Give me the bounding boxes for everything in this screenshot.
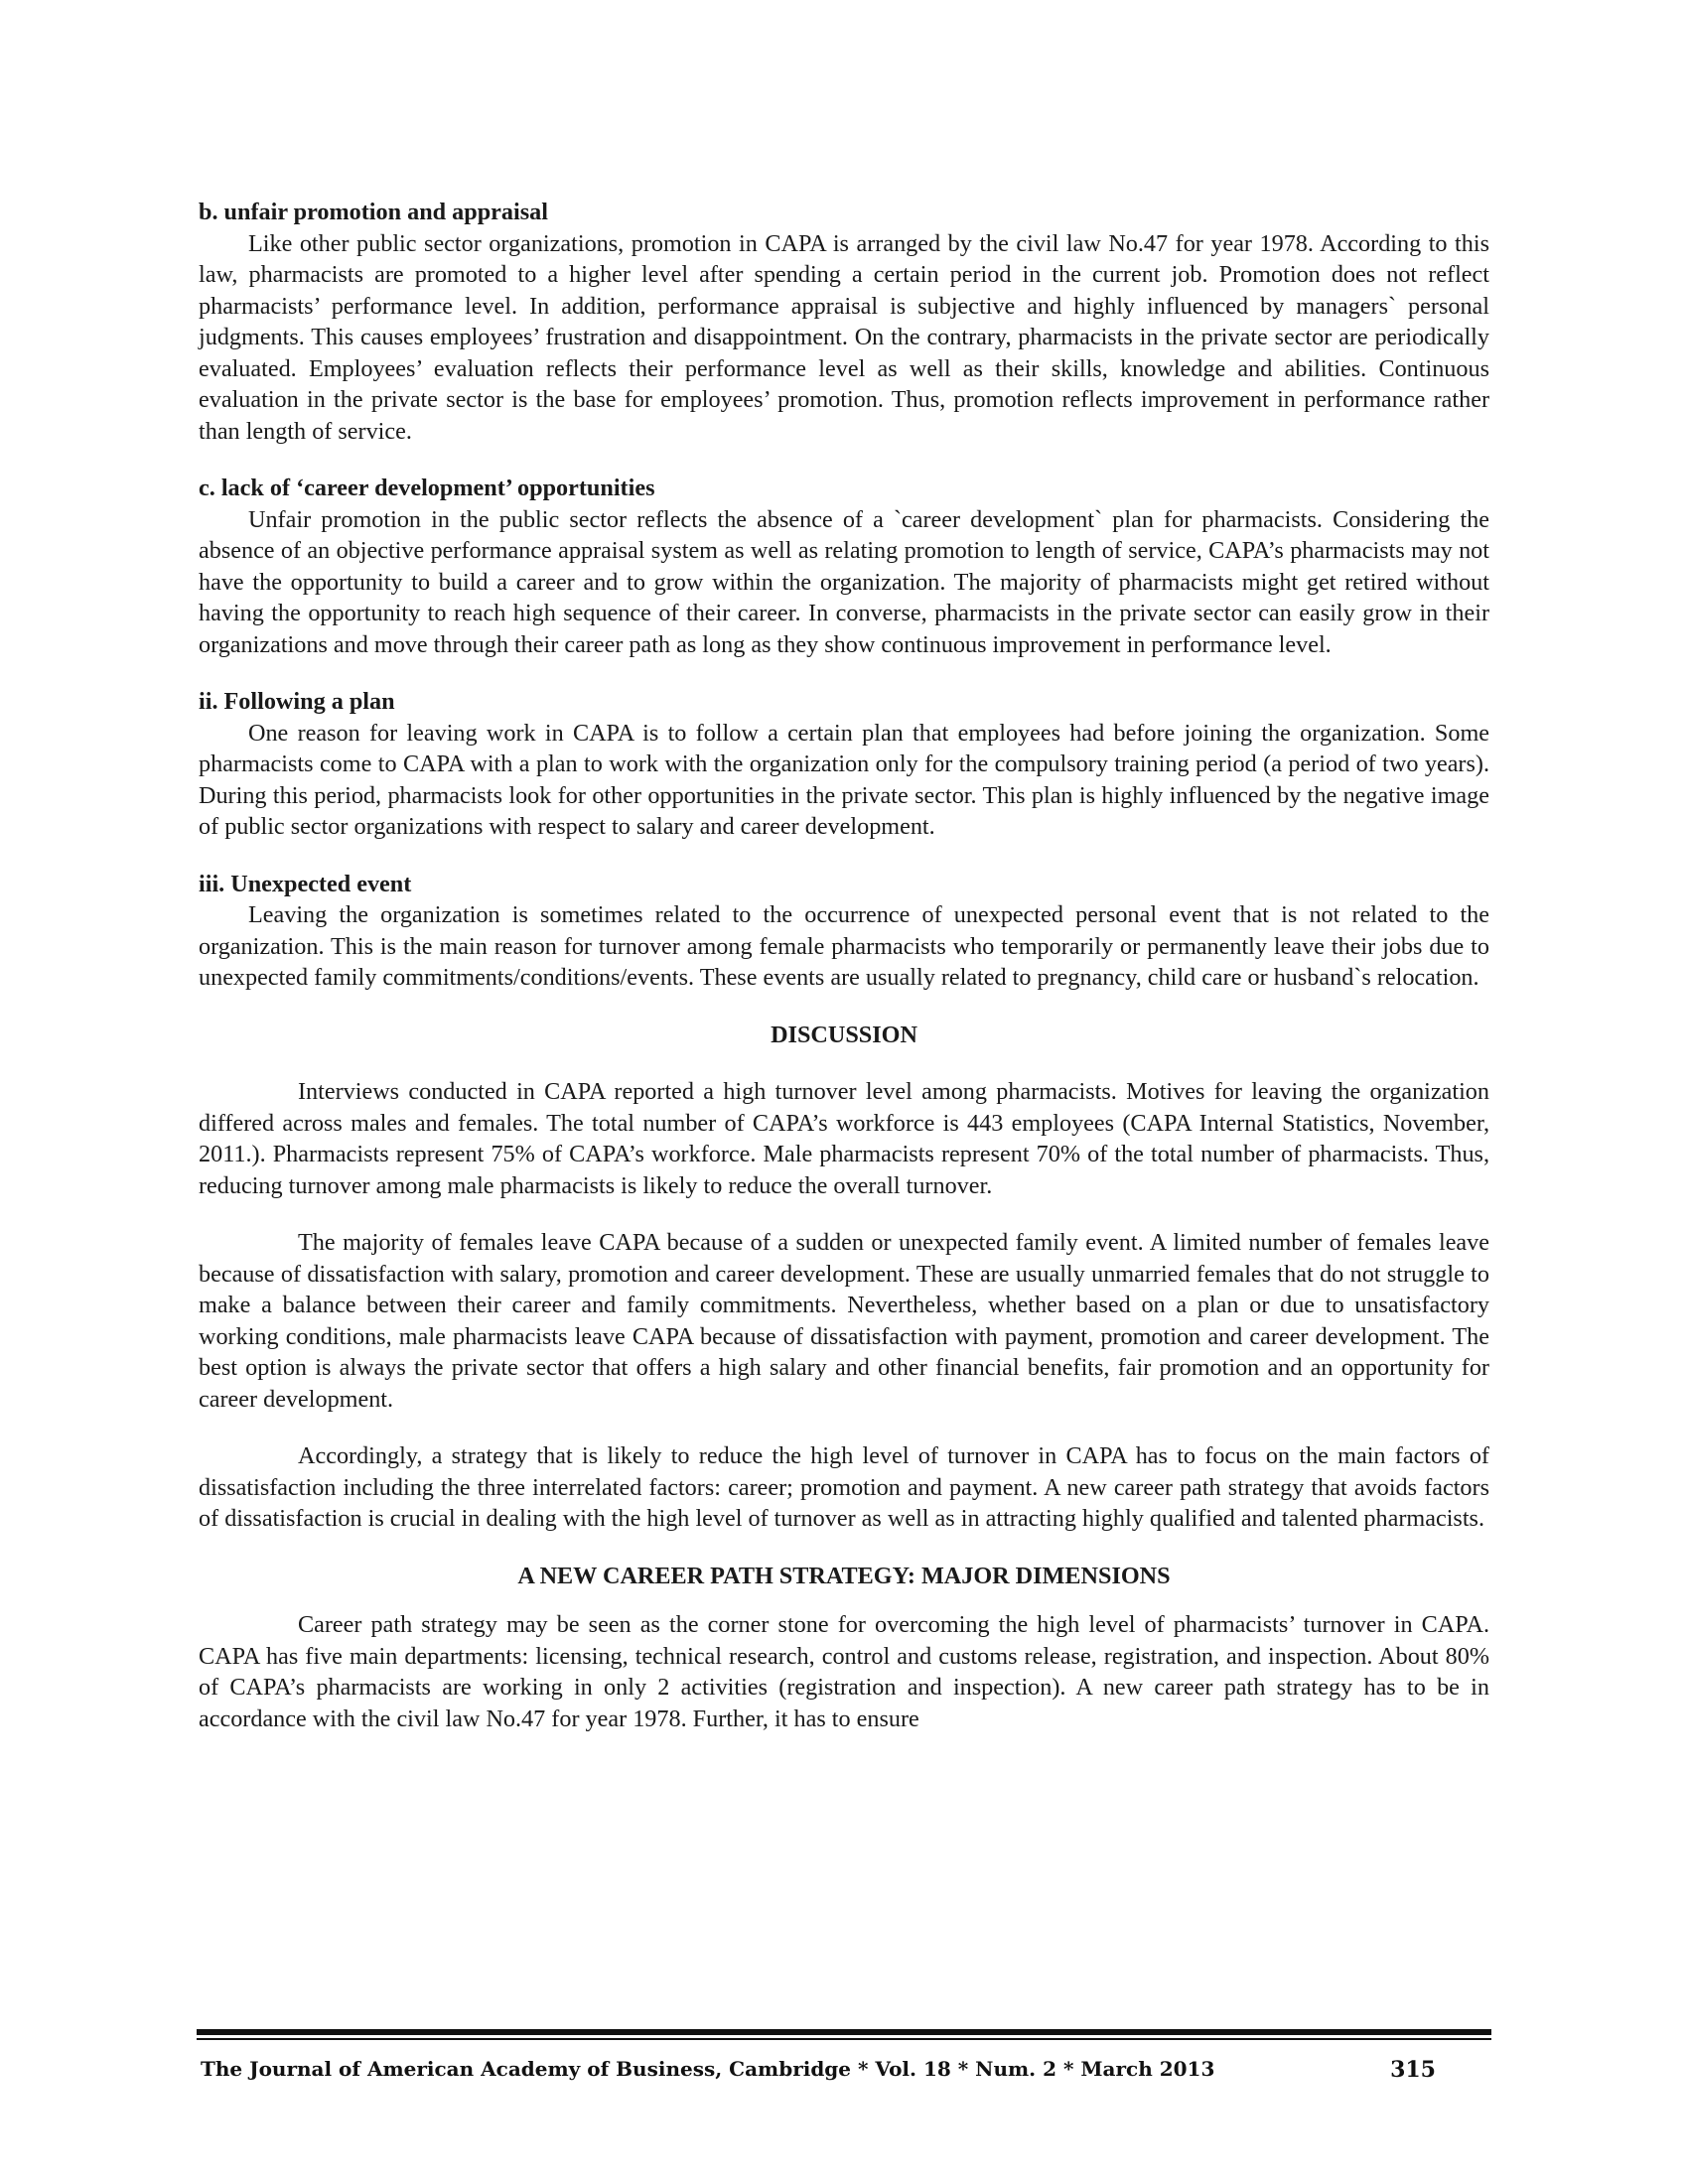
page-number: 315 <box>1390 2057 1436 2083</box>
strategy-title: A NEW CAREER PATH STRATEGY: MAJOR DIMENSIONS <box>517 1562 1171 1589</box>
section-paragraph: Like other public sector organizations, promotion in CAPA is arranged by the civil law No.47 for year 1978. According to this law, pharmacists are promoted to a higher level after spending a certain period in the current job. Promotion does not reflect pharmacists’ performance level. In addition, performance appraisal is subjective and highly influenced by managers` personal judgments. This causes employees’ frustration and disappointment. On the contrary, pharmacists in the private sector are periodically evaluated. Employees’ evaluation reflects their performance level as well as their skills, knowledge and abilities. Continuous evaluation in the private sector is the base for employees’ promotion. Thus, promotion reflects improvement in performance rather than length of service. <box>199 229 1489 445</box>
section-heading: iii. Unexpected event <box>199 870 412 897</box>
discussion-paragraph: Accordingly, a strategy that is likely to reduce the high level of turnover in CAPA has to focus on the main factors of dissatisfaction including the three interrelated factors: career; promotion and payment. A new career path strategy that avoids factors of dissatisfaction is crucial in dealing with the high level of turnover as well as in attracting highly qualified and talented pharmacists. <box>199 1442 1489 1532</box>
page-body <box>199 197 1489 1760</box>
section-heading: c. lack of ‘career development’ opportunities <box>199 475 655 501</box>
discussion-title: DISCUSSION <box>771 1021 917 1048</box>
section-career-development <box>199 473 1489 660</box>
section-heading: ii. Following a plan <box>199 688 395 715</box>
discussion-paragraph: Interviews conducted in CAPA reported a high turnover level among pharmacists. Motives for leaving the organization differed across males and females. The total number of CAPA’s workforce is 443 employees (CAPA Internal Statistics, November, 2011.). Pharmacists represent 75% of CAPA’s workforce. Male pharmacists represent 70% of the total number of pharmacists. Thus, reducing turnover among male pharmacists is likely to reduce the overall turnover. <box>199 1078 1489 1199</box>
strategy-paragraph: Career path strategy may be seen as the corner stone for overcoming the high level of pharmacists’ turnover in CAPA. CAPA has five main departments: licensing, technical research, control and customs release, registration, and inspection. About 80% of CAPA’s pharmacists are working in only 2 activities (registration and inspection). A new career path strategy has to be in accordance with the civil law No.47 for year 1978. Further, it has to ensure <box>199 1611 1489 1732</box>
discussion-paragraph: The majority of females leave CAPA because of a sudden or unexpected family event. A limited number of females leave because of dissatisfaction with salary, promotion and career development. These are usually unmarried females that do not struggle to make a balance between their career and family commitments. Nevertheless, whether based on a plan or due to unsatisfactory working conditions, male pharmacists leave CAPA because of dissatisfaction with payment, promotion and career development. The best option is always the private sector that offers a high salary and other financial benefits, fair promotion and an opportunity for career development. <box>199 1229 1489 1413</box>
journal-citation: The Journal of American Academy of Business, Cambridge * Vol. 18 * Num. 2 * March 2013 <box>201 2057 1215 2081</box>
section-unexpected-event <box>199 869 1489 994</box>
section-paragraph: One reason for leaving work in CAPA is to follow a certain plan that employees had before joining the organization. Some pharmacists come to CAPA with a plan to work with the organization only for the compulsory training period (a period of two years). During this period, pharmacists look for other opportunities in the private sector. This plan is highly influenced by the negative image of public sector organizations with respect to salary and career development. <box>199 719 1489 840</box>
section-following-plan <box>199 686 1489 843</box>
section-paragraph: Unfair promotion in the public sector reflects the absence of a `career development` plan for pharmacists. Considering the absence of an objective performance appraisal system as well as relating promotion to length of service, CAPA’s pharmacists may not have the opportunity to build a career and to grow within the organization. The majority of pharmacists might get retired without having the opportunity to reach high sequence of their career. In converse, pharmacists in the private sector can easily grow in their organizations and move through their career path as long as they show continuous improvement in performance level. <box>199 505 1489 658</box>
section-unfair-promotion <box>199 197 1489 447</box>
section-heading: b. unfair promotion and appraisal <box>199 199 548 225</box>
footer-rule <box>197 2029 1491 2035</box>
footer-rule-thin <box>197 2038 1491 2040</box>
section-paragraph: Leaving the organization is sometimes related to the occurrence of unexpected personal event that is not related to the organization. This is the main reason for turnover among female pharmacists who temporarily or permanently leave their jobs due to unexpected family commitments/conditions/events. These events are usually related to pregnancy, child care or husband`s relocation. <box>199 901 1489 991</box>
